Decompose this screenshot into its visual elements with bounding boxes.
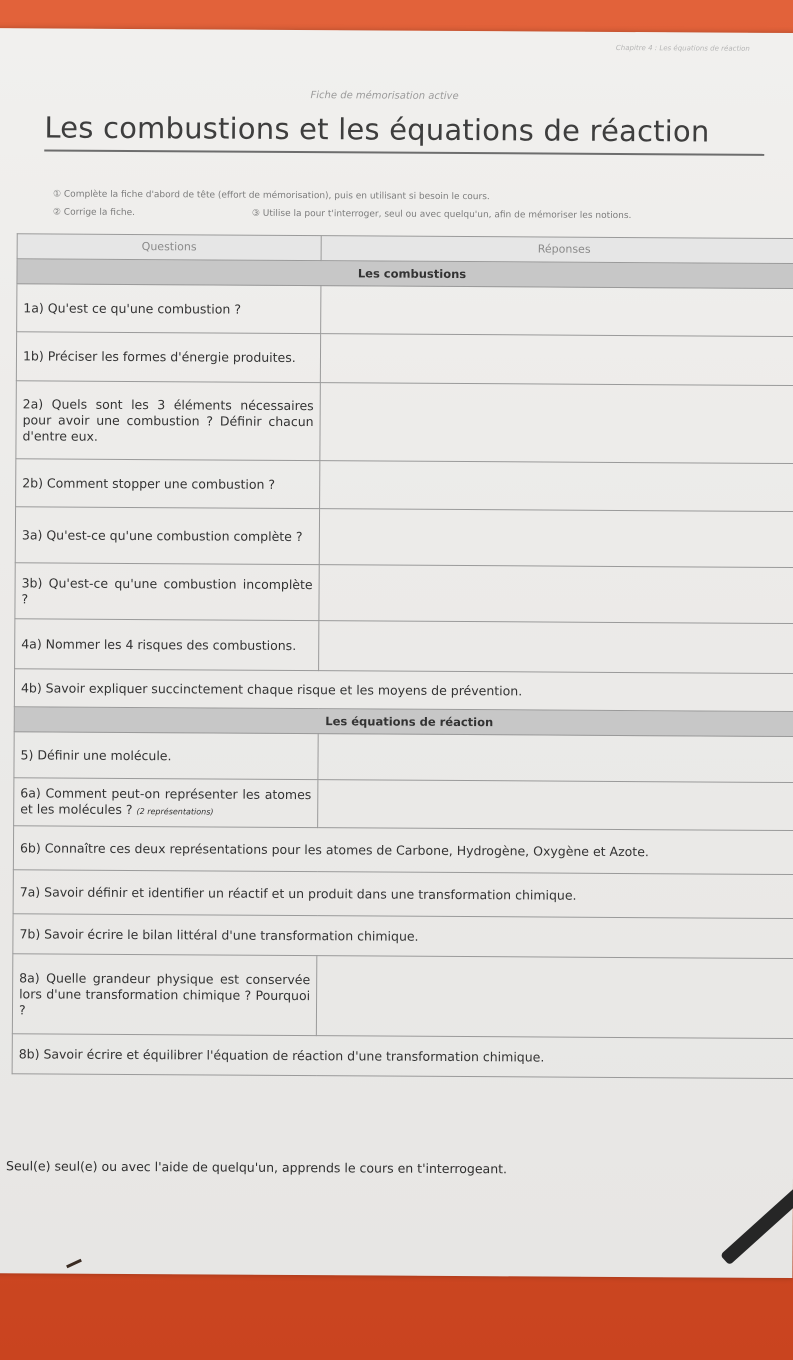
answer-cell-2a[interactable]	[320, 383, 793, 464]
answer-cell-4a[interactable]	[319, 621, 793, 674]
question-7b: 7b) Savoir écrire le bilan littéral d'une transformation chimique.	[13, 914, 793, 959]
answer-cell-3a[interactable]	[319, 509, 793, 568]
question-6a-note: (2 représentations)	[136, 806, 214, 817]
document-subtitle: Fiche de mémorisation active	[310, 90, 459, 102]
table-row	[14, 778, 793, 831]
question-4a: 4a) Nommer les 4 risques des combustions.	[15, 619, 319, 671]
instruction-step-3: ③ Utilise la pour t'interroger, seul ou avec quelqu'un, afin de mémoriser les notions.	[251, 208, 632, 222]
chapter-header: Chapitre 4 : Les équations de réaction	[615, 43, 750, 53]
question-3b: 3b) Qu'est-ce qu'une combustion incomplète ?	[15, 563, 319, 621]
question-5: 5) Définir une molécule.	[14, 732, 318, 780]
questions-table	[12, 233, 793, 1079]
answer-cell-1a[interactable]	[321, 286, 793, 337]
question-1a: 1a) Qu'est ce qu'une combustion ?	[17, 284, 321, 334]
section-title-equations: Les équations de réaction	[14, 707, 793, 737]
worksheet-page	[0, 28, 793, 1278]
answer-cell-8a[interactable]	[316, 956, 793, 1039]
document-title: Les combustions et les équations de réaction	[44, 110, 710, 149]
answer-cell-3b[interactable]	[319, 565, 793, 624]
answer-cell-1b[interactable]	[320, 334, 793, 386]
table-row	[14, 732, 793, 783]
answer-cell-5[interactable]	[318, 734, 793, 783]
answer-cell-6a[interactable]	[318, 780, 793, 831]
table-row	[13, 914, 793, 959]
column-header-questions: Questions	[17, 234, 321, 261]
instruction-step-2: ② Corrige la fiche.	[52, 207, 136, 219]
question-6b: 6b) Connaître ces deux représentations pour les atomes de Carbone, Hydrogène, Oxygène et Azote.	[13, 826, 793, 875]
section-title-combustions: Les combustions	[17, 259, 793, 289]
question-8b: 8b) Savoir écrire et équilibrer l'équation de réaction d'une transformation chimique.	[12, 1034, 793, 1079]
table-row	[13, 826, 793, 875]
question-6a-text: 6a) Comment peut-on représenter les atomes et les molécules ?	[20, 784, 312, 817]
table-row	[14, 669, 793, 712]
question-7a: 7a) Savoir définir et identifier un réactif et un produit dans une transformation chimique.	[13, 870, 793, 919]
table-row	[16, 332, 793, 386]
question-2a: 2a) Quels sont les 3 éléments nécessaires pour avoir une combustion ? Définir chacun d'entre eux.	[16, 381, 320, 461]
table-row	[15, 563, 793, 624]
table-row	[12, 954, 793, 1039]
table-row	[17, 284, 793, 337]
table-row	[16, 459, 793, 512]
table-row	[16, 381, 793, 464]
table-row	[15, 507, 793, 568]
table-row	[13, 870, 793, 919]
answer-cell-2b[interactable]	[320, 461, 793, 512]
question-2b: 2b) Comment stopper une combustion ?	[16, 459, 320, 509]
question-4b: 4b) Savoir expliquer succinctement chaque risque et les moyens de prévention.	[14, 669, 793, 712]
table-row	[12, 1034, 793, 1079]
instruction-step-1: ① Complète la fiche d'abord de tête (effort de mémorisation), puis en utilisant si besoin le cours.	[52, 189, 490, 203]
question-3a: 3a) Qu'est-ce qu'une combustion complète ?	[15, 507, 319, 565]
question-1b: 1b) Préciser les formes d'énergie produites.	[16, 332, 320, 383]
column-header-answers: Réponses	[321, 236, 793, 264]
question-8a: 8a) Quelle grandeur physique est conservée lors d'une transformation chimique ? Pourquoi ?	[12, 954, 316, 1036]
footer-instruction: Seul(e) seul(e) ou avec l'aide de quelqu'un, apprends le cours en t'interrogeant.	[6, 1158, 508, 1177]
question-6a	[14, 778, 318, 828]
title-underline	[44, 149, 764, 155]
table-row	[15, 619, 793, 674]
